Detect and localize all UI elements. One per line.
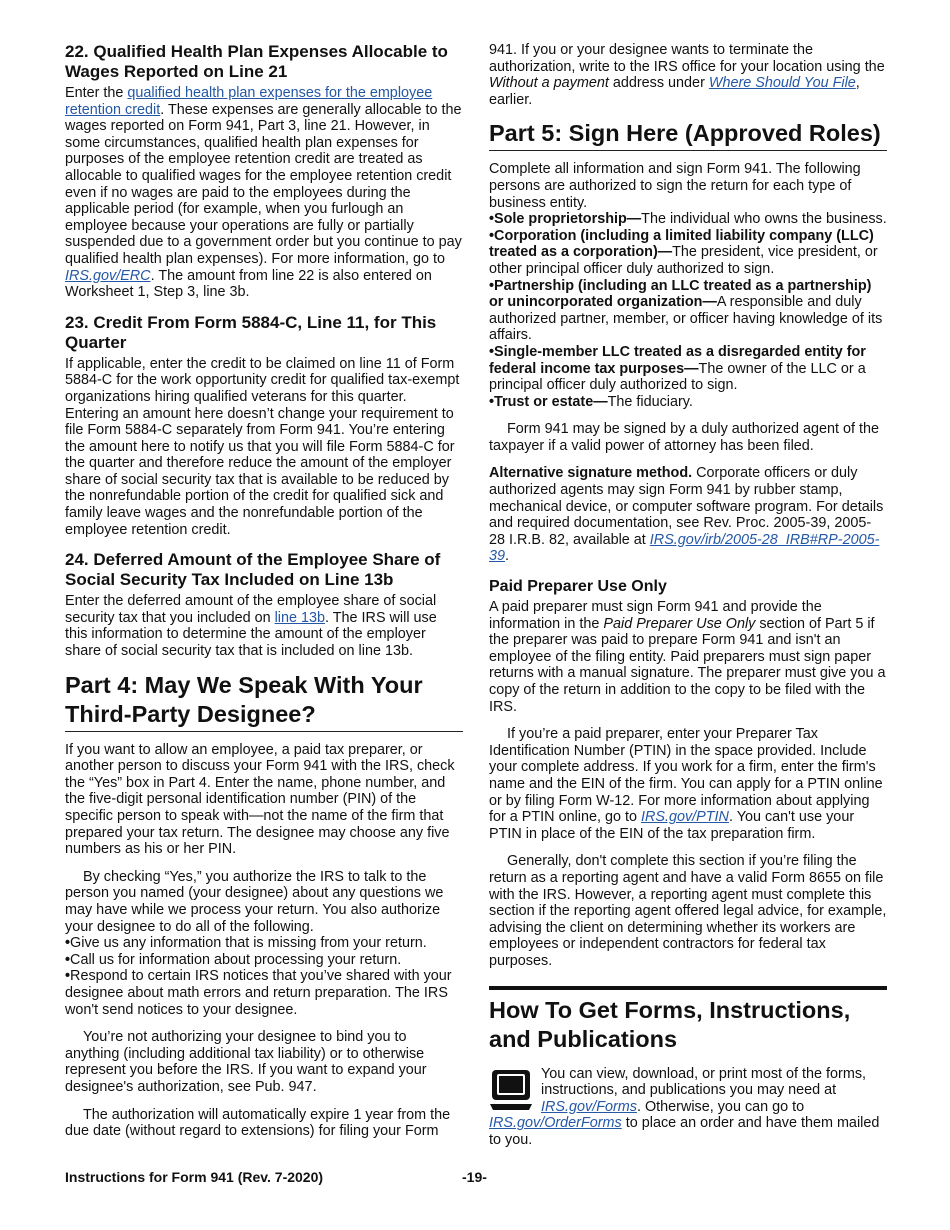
part-5-intro: Complete all information and sign Form 941. The following persons are authorized to sign the return for each type of business entity. [489,161,861,211]
section-24-text: Enter the deferred amount of the employee share of social security tax that you included on line 13b. The IRS will use this information to determine the amount of the employer share of social security tax that is included on line 13b. [65,593,437,660]
right-column [489,42,887,1159]
paid-preparer-text-1: A paid preparer must sign Form 941 and provide the information in the Paid Preparer Use Only section of Part 5 if the preparer was paid to prepare Form 941 and isn't an employee of the filing entity. Paid preparers must sign paper returns with a manual signature. The preparer must give you a copy of the return in addition to the copy to be filed with the IRS. [489,599,886,715]
get-forms-title: How To Get Forms, Instructions, and Publications [489,986,887,1056]
list-item: • Partnership (including an LLC treated as a partnership) or unincorporated organization—A responsible and duly authorized partner, member, or officer having knowledge of its affairs. [489,278,887,344]
irs-irb-link[interactable]: IRS.gov/irb/2005-28_IRB#RP-2005-39 [489,531,880,565]
section-22-text: Enter the qualified health plan expenses for the employee retention credit. These expenses are generally allocable to the wages reported on Form 941, Part 3, line 21. However, in some circumstances, qualified health plan expenses for purposes of the employee retention credit are treated as allocable to qualified wages for the employee retention credit even if no wages are paid to the employees during the applicable period (for example, when you furlough an employee because your operations are fully or partially suspended due to a government order but you continue to pay qualified health plan expenses). For more information, go to IRS.gov/ERC. The amount from line 22 is also entered on Worksheet 1, Step 3, line 3b. [65,85,462,301]
paid-preparer-text-2: If you’re a paid preparer, enter your Preparer Tax Identification Number (PTIN) in the space provided. Include your complete address. If you work for a firm, enter the firm's name and the EIN of the firm. You can apply for a PTIN online or by filing Form W-12. For more information about applying for a PTIN online, go to IRS.gov/PTIN. You can't use your PTIN in place of the EIN of the tax preparation firm. [489,726,883,842]
section-23-title: 23. Credit From Form 5884-C, Line 11, for This Quarter [65,312,437,352]
list-item: • Sole proprietorship—The individual who owns the business. [489,211,887,228]
list-item: • Trust or estate—The fiduciary. [489,394,887,411]
irs-forms-link[interactable]: IRS.gov/Forms [541,1098,637,1115]
section-22-title: 22. Qualified Health Plan Expenses Allocable to Wages Reported on Line 21 [65,42,448,81]
qualified-health-plan-link[interactable]: qualified health plan expenses for the employee retention credit [65,85,433,118]
paid-preparer-text-3: Generally, don't complete this section if you’re filing the return as a reporting agent and have a valid Form 8655 on file with the IRS. However, a reporting agent must complete this section if the reporting agent offered legal advice, for example, advising the client on determining whether its workers are employees or independent contractors for federal tax purposes. [489,853,887,969]
part-5-agent: Form 941 may be signed by a duly authorized agent of the taxpayer if a valid power of attorney has been filed. [489,421,879,454]
where-should-you-file-link[interactable]: Where Should You File [708,75,856,92]
part-4-expiry: The authorization will automatically expire 1 year from the due date (without regard to extensions) for filing your Form [65,1106,451,1140]
designee-bullet-list [65,935,463,1018]
part-4-intro: If you want to allow an employee, a paid tax preparer, or another person to discuss your Form 941 with the IRS, check the “Yes” box in Part 4. Enter the name, phone number, and the five-digit personal identification number (PIN) of the specific person to speak with—not the name of the firm that prepared your tax return. The designee may choose any five numbers as his or her PIN. [65,741,455,858]
line-13b-link[interactable]: line 13b [274,609,326,626]
computer-icon [489,1068,533,1112]
irs-ptin-link[interactable]: IRS.gov/PTIN [640,809,729,826]
section-24-title: 24. Deferred Amount of the Employee Share of Social Security Tax Included on Line 13b [65,550,441,590]
list-item: • Respond to certain IRS notices that you’ve shared with your designee about math errors and return preparation. The IRS won't send notices to your designee. [65,968,463,1018]
page-number: -19- [462,1169,487,1185]
irs-erc-link[interactable]: IRS.gov/ERC [65,267,151,284]
signer-bullet-list [489,211,887,410]
list-item: • Single-member LLC treated as a disregarded entity for federal income tax purposes—The owner of the LLC or a principal officer duly authorized to sign. [489,344,887,394]
footer-title: Instructions for Form 941 (Rev. 7-2020) [65,1169,324,1185]
list-item: • Call us for information about processing your return. [65,952,463,969]
irs-orderforms-link[interactable]: IRS.gov/OrderForms [489,1115,622,1132]
section-23-text: If applicable, enter the credit to be claimed on line 11 of Form 5884-C for the work opportunity credit for qualified tax-exempt organizations hiring qualified veterans for this quarter. Entering an amount here doesn’t change your requirement to file Form 5884-C separately from Form 941. You’re entering the amount here to notify us that you will file Form 5884-C for the quarter and therefore reduce the amount of the employer share of social security tax that is available to be reduced by the nonrefundable portion of the credit for qualified sick and family leave wages and the nonrefundable portion of the employee retention credit. [65,355,460,538]
paid-preparer-title: Paid Preparer Use Only [489,578,667,596]
part-4-not-authorizing: You’re not authorizing your designee to bind you to anything (including additional tax liability) or to otherwise represent you before the IRS. If you want to expand your designee's authorization, see Pub. 947. [65,1029,427,1095]
list-item: • Give us any information that is missing from your return. [65,935,463,952]
part-4-authorize: By checking “Yes,” you authorize the IRS to talk to the person you named (your designee) about any questions we may have while we process your return. You also authorize your designee to do all of the following. [65,868,444,935]
list-item: • Corporation (including a limited liability company (LLC) treated as a corporation)—The president, vice president, or other principal officer duly authorized to sign. [489,228,887,278]
part-4-continued: 941. If you or your designee wants to terminate the authorization, write to the IRS office for your location using the Without a payment address under Where Should You File, earlier. [489,42,885,108]
alternative-signature-method: Alternative signature method. Corporate officers or duly authorized agents may sign Form 941 by rubber stamp, mechanical device, or computer software program. For details and required documentation, see Rev. Proc. 2005-39, 2005-28 I.R.B. 82, available at IRS.gov/irb/2005-28_IRB#RP-2005-39. [489,465,884,565]
part-4-title: Part 4: May We Speak With Your Third-Party Designee? [65,671,463,732]
get-forms-text: You can view, download, or print most of the forms, instructions, and publications you may need at IRS.gov/Forms. Otherwise, you can go to IRS.gov/OrderForms to place an order and have them mailed to you. [489,1065,880,1148]
left-column [65,42,463,1151]
part-5-title: Part 5: Sign Here (Approved Roles) [489,119,887,151]
